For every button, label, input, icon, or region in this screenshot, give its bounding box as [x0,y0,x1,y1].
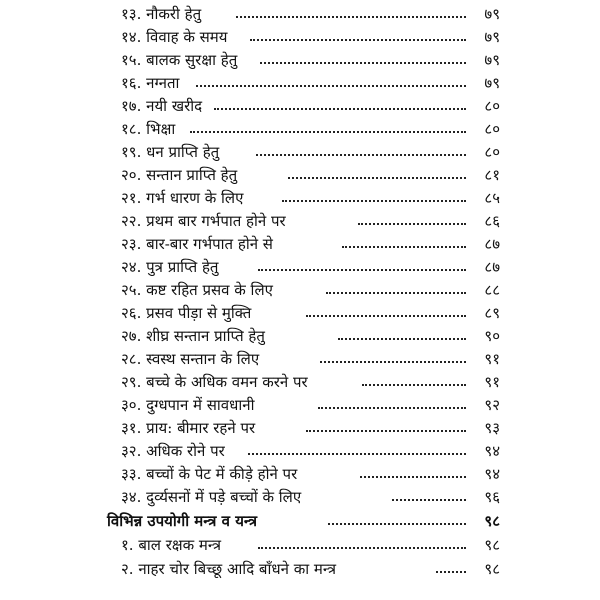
dot-leader [258,534,466,549]
dot-leader [318,394,466,409]
entry-page: ८७ [484,258,500,276]
dot-leader [342,233,466,248]
dot-leader [236,3,466,18]
dot-leader [250,26,466,41]
entry-page: ८१ [484,166,500,184]
toc-entry [0,3,600,25]
toc-entry [0,302,600,324]
entry-title: २. नाहर चोर बिच्छू आदि बाँधने का मन्त्र [121,560,336,578]
entry-page: ७९ [484,28,500,46]
entry-title: ३२. अधिक रोने पर [121,442,225,460]
toc-entry [0,210,600,232]
entry-title: ३१. प्राय: बीमार रहने पर [121,419,256,437]
dot-leader [288,164,466,179]
entry-title: २२. प्रथम बार गर्भपात होने पर [121,212,286,230]
dot-leader [436,558,466,573]
entry-title: २१. गर्भ धारण के लिए [121,189,244,207]
toc-entry [0,558,600,580]
toc-entry [0,463,600,485]
entry-title: ३४. दुर्व्यसनों में पड़े बच्चों के लिए [121,488,302,506]
dot-leader [306,302,466,317]
dot-leader [282,187,466,202]
entry-title: २३. बार-बार गर्भपात होने से [121,235,273,253]
dot-leader [338,325,466,340]
entry-title: ३०. दुग्धपान में सावधानी [121,396,255,414]
entry-page: ९६ [484,488,500,506]
entry-page: ९८ [484,560,500,578]
entry-title: ३३. बच्चों के पेट में कीड़े होने पर [121,465,298,483]
entry-page: ७९ [484,51,500,69]
toc-entry [0,279,600,301]
dot-leader [214,95,466,110]
toc-entry [0,325,600,347]
entry-title: १९. धन प्राप्ति हेतु [121,143,220,161]
dot-leader [320,348,466,363]
toc-entry [0,534,600,556]
dot-leader [258,256,466,271]
toc-entry [0,26,600,48]
entry-title: २६. प्रसव पीड़ा से मुक्ति [121,304,252,322]
entry-page: ८० [484,143,500,161]
dot-leader [248,440,466,455]
entry-title: १८. भिक्षा [121,120,176,138]
toc-entry [0,440,600,462]
dot-leader [328,510,466,525]
section-page: ९८ [484,512,500,530]
toc-entry [0,394,600,416]
dot-leader [392,486,466,501]
entry-page: ८५ [484,189,500,207]
toc-entry [0,164,600,186]
toc-entry [0,233,600,255]
entry-page: ८९ [484,304,500,322]
dot-leader [196,72,466,87]
entry-page: ८७ [484,235,500,253]
toc-entry [0,486,600,508]
entry-page: ८० [484,120,500,138]
entry-page: ७९ [484,5,500,23]
dot-leader [306,417,466,432]
entry-title: २०. सन्तान प्राप्ति हेतु [121,166,238,184]
entry-page: ९४ [484,465,500,483]
entry-page: ९० [484,327,500,345]
entry-title: १७. नयी खरीद [121,97,203,115]
dot-leader [358,210,466,225]
entry-title: १६. नग्नता [121,74,180,92]
entry-page: ९२ [484,396,500,414]
toc-entry [0,141,600,163]
toc-entry [0,72,600,94]
entry-page: ९३ [484,419,500,437]
entry-page: ९१ [484,373,500,391]
entry-title: २५. कष्ट रहित प्रसव के लिए [121,281,273,299]
entry-title: १३. नौकरी हेतु [121,5,202,23]
toc-entry [0,187,600,209]
toc-entry [0,348,600,370]
toc-entry [0,256,600,278]
dot-leader [190,118,466,133]
toc-entry [0,371,600,393]
entry-page: ८८ [484,281,500,299]
entry-title: १. बाल रक्षक मन्त्र [121,536,222,554]
dot-leader [362,371,466,386]
entry-page: ८६ [484,212,500,230]
dot-leader [326,279,466,294]
entry-title: १५. बालक सुरक्षा हेतु [121,51,238,69]
toc-entry [0,417,600,439]
entry-page: ९८ [484,536,500,554]
entry-page: ९४ [484,442,500,460]
entry-page: ८० [484,97,500,115]
toc-entry [0,49,600,71]
dot-leader [256,141,466,156]
section-heading [0,510,600,532]
entry-title: २८. स्वस्थ सन्तान के लिए [121,350,260,368]
dot-leader [260,49,466,64]
toc-entry [0,118,600,140]
dot-leader [360,463,466,478]
entry-title: १४. विवाह के समय [121,28,228,46]
entry-page: ९१ [484,350,500,368]
section-title: विभिन्न उपयोगी मन्त्र व यन्त्र [107,512,258,530]
toc-entry [0,95,600,117]
entry-title: २९. बच्चे के अधिक वमन करने पर [121,373,308,391]
entry-page: ७९ [484,74,500,92]
entry-title: २४. पुत्र प्राप्ति हेतु [121,258,219,276]
entry-title: २७. शीघ्र सन्तान प्राप्ति हेतु [121,327,265,345]
